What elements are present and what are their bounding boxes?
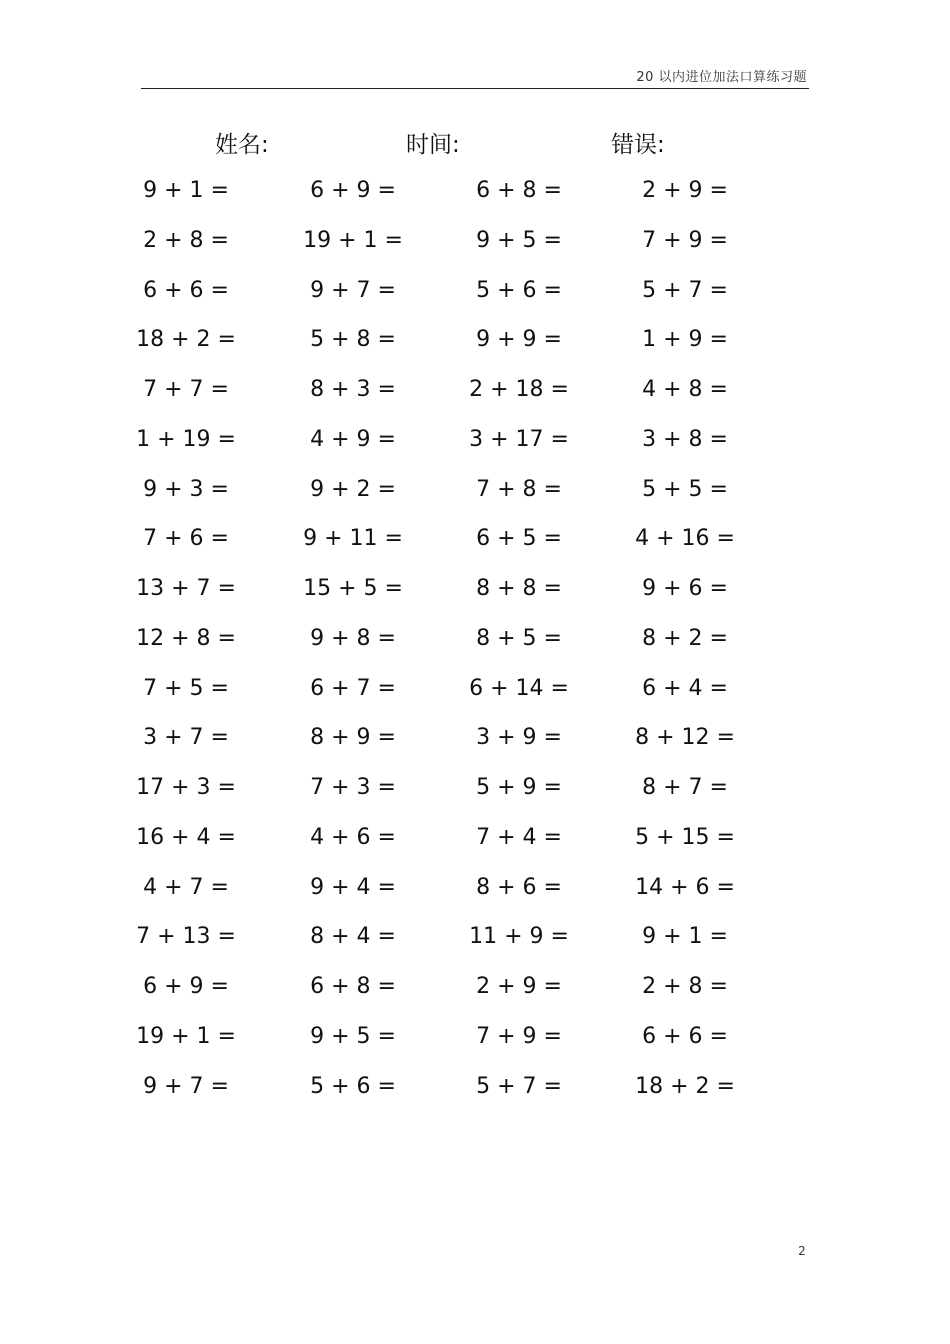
problem-r14-c2: 4 + 6 = bbox=[310, 825, 396, 850]
name-label: 姓名: bbox=[215, 132, 269, 158]
problem-r7-c3: 7 + 8 = bbox=[476, 477, 562, 502]
problem-r9-c3: 8 + 8 = bbox=[476, 576, 562, 601]
problem-r14-c1: 16 + 4 = bbox=[136, 825, 236, 850]
problem-r5-c4: 4 + 8 = bbox=[642, 377, 728, 402]
problem-r2-c4: 7 + 9 = bbox=[642, 228, 728, 253]
problem-r14-c3: 7 + 4 = bbox=[476, 825, 562, 850]
time-label: 时间: bbox=[406, 132, 460, 158]
problem-r12-c3: 3 + 9 = bbox=[476, 725, 562, 750]
problem-r14-c4: 5 + 15 = bbox=[635, 825, 735, 850]
problem-r2-c3: 9 + 5 = bbox=[476, 228, 562, 253]
problem-r7-c1: 9 + 3 = bbox=[143, 477, 229, 502]
problem-r4-c2: 5 + 8 = bbox=[310, 327, 396, 352]
problem-r8-c1: 7 + 6 = bbox=[143, 526, 229, 551]
problem-r5-c1: 7 + 7 = bbox=[143, 377, 229, 402]
problem-r15-c3: 8 + 6 = bbox=[476, 875, 562, 900]
problem-r4-c3: 9 + 9 = bbox=[476, 327, 562, 352]
problem-r18-c3: 7 + 9 = bbox=[476, 1024, 562, 1049]
problem-r4-c1: 18 + 2 = bbox=[136, 327, 236, 352]
problem-r10-c2: 9 + 8 = bbox=[310, 626, 396, 651]
problem-r13-c2: 7 + 3 = bbox=[310, 775, 396, 800]
problem-r17-c4: 2 + 8 = bbox=[642, 974, 728, 999]
problem-r2-c2: 19 + 1 = bbox=[303, 228, 403, 253]
page-number: 2 bbox=[798, 1244, 806, 1258]
problem-r8-c2: 9 + 11 = bbox=[303, 526, 403, 551]
problem-r16-c1: 7 + 13 = bbox=[136, 924, 236, 949]
problem-r15-c1: 4 + 7 = bbox=[143, 875, 229, 900]
problem-r16-c2: 8 + 4 = bbox=[310, 924, 396, 949]
problem-r15-c4: 14 + 6 = bbox=[635, 875, 735, 900]
problem-r7-c4: 5 + 5 = bbox=[642, 477, 728, 502]
problem-r12-c1: 3 + 7 = bbox=[143, 725, 229, 750]
problem-r1-c4: 2 + 9 = bbox=[642, 178, 728, 203]
problem-r16-c3: 11 + 9 = bbox=[469, 924, 569, 949]
problem-r6-c1: 1 + 19 = bbox=[136, 427, 236, 452]
problem-r13-c4: 8 + 7 = bbox=[642, 775, 728, 800]
problem-r7-c2: 9 + 2 = bbox=[310, 477, 396, 502]
problem-r17-c3: 2 + 9 = bbox=[476, 974, 562, 999]
problem-r18-c4: 6 + 6 = bbox=[642, 1024, 728, 1049]
problem-r9-c4: 9 + 6 = bbox=[642, 576, 728, 601]
problem-r5-c3: 2 + 18 = bbox=[469, 377, 569, 402]
problem-r18-c1: 19 + 1 = bbox=[136, 1024, 236, 1049]
problem-r19-c4: 18 + 2 = bbox=[635, 1074, 735, 1099]
problem-r12-c2: 8 + 9 = bbox=[310, 725, 396, 750]
problem-r19-c2: 5 + 6 = bbox=[310, 1074, 396, 1099]
problem-r17-c2: 6 + 8 = bbox=[310, 974, 396, 999]
problem-r6-c3: 3 + 17 = bbox=[469, 427, 569, 452]
problem-r1-c1: 9 + 1 = bbox=[143, 178, 229, 203]
errors-label: 错误: bbox=[611, 132, 665, 158]
problem-r10-c4: 8 + 2 = bbox=[642, 626, 728, 651]
problem-r11-c4: 6 + 4 = bbox=[642, 676, 728, 701]
problem-r4-c4: 1 + 9 = bbox=[642, 327, 728, 352]
problem-r10-c3: 8 + 5 = bbox=[476, 626, 562, 651]
problem-r8-c3: 6 + 5 = bbox=[476, 526, 562, 551]
problem-r3-c2: 9 + 7 = bbox=[310, 278, 396, 303]
problem-r1-c3: 6 + 8 = bbox=[476, 178, 562, 203]
problem-r1-c2: 6 + 9 = bbox=[310, 178, 396, 203]
problem-r13-c1: 17 + 3 = bbox=[136, 775, 236, 800]
problem-r17-c1: 6 + 9 = bbox=[143, 974, 229, 999]
problem-r16-c4: 9 + 1 = bbox=[642, 924, 728, 949]
problem-r11-c3: 6 + 14 = bbox=[469, 676, 569, 701]
problem-r11-c2: 6 + 7 = bbox=[310, 676, 396, 701]
problem-r5-c2: 8 + 3 = bbox=[310, 377, 396, 402]
problem-r11-c1: 7 + 5 = bbox=[143, 676, 229, 701]
problem-r10-c1: 12 + 8 = bbox=[136, 626, 236, 651]
problem-r2-c1: 2 + 8 = bbox=[143, 228, 229, 253]
problem-r15-c2: 9 + 4 = bbox=[310, 875, 396, 900]
problem-r13-c3: 5 + 9 = bbox=[476, 775, 562, 800]
problem-r3-c1: 6 + 6 = bbox=[143, 278, 229, 303]
problem-r8-c4: 4 + 16 = bbox=[635, 526, 735, 551]
problem-r19-c1: 9 + 7 = bbox=[143, 1074, 229, 1099]
problem-r3-c4: 5 + 7 = bbox=[642, 278, 728, 303]
problem-r9-c1: 13 + 7 = bbox=[136, 576, 236, 601]
problem-r6-c2: 4 + 9 = bbox=[310, 427, 396, 452]
problem-r18-c2: 9 + 5 = bbox=[310, 1024, 396, 1049]
header-title: 20 以内进位加法口算练习题 bbox=[636, 70, 807, 85]
problem-r9-c2: 15 + 5 = bbox=[303, 576, 403, 601]
problem-r19-c3: 5 + 7 = bbox=[476, 1074, 562, 1099]
problem-r3-c3: 5 + 6 = bbox=[476, 278, 562, 303]
problem-r12-c4: 8 + 12 = bbox=[635, 725, 735, 750]
problem-r6-c4: 3 + 8 = bbox=[642, 427, 728, 452]
